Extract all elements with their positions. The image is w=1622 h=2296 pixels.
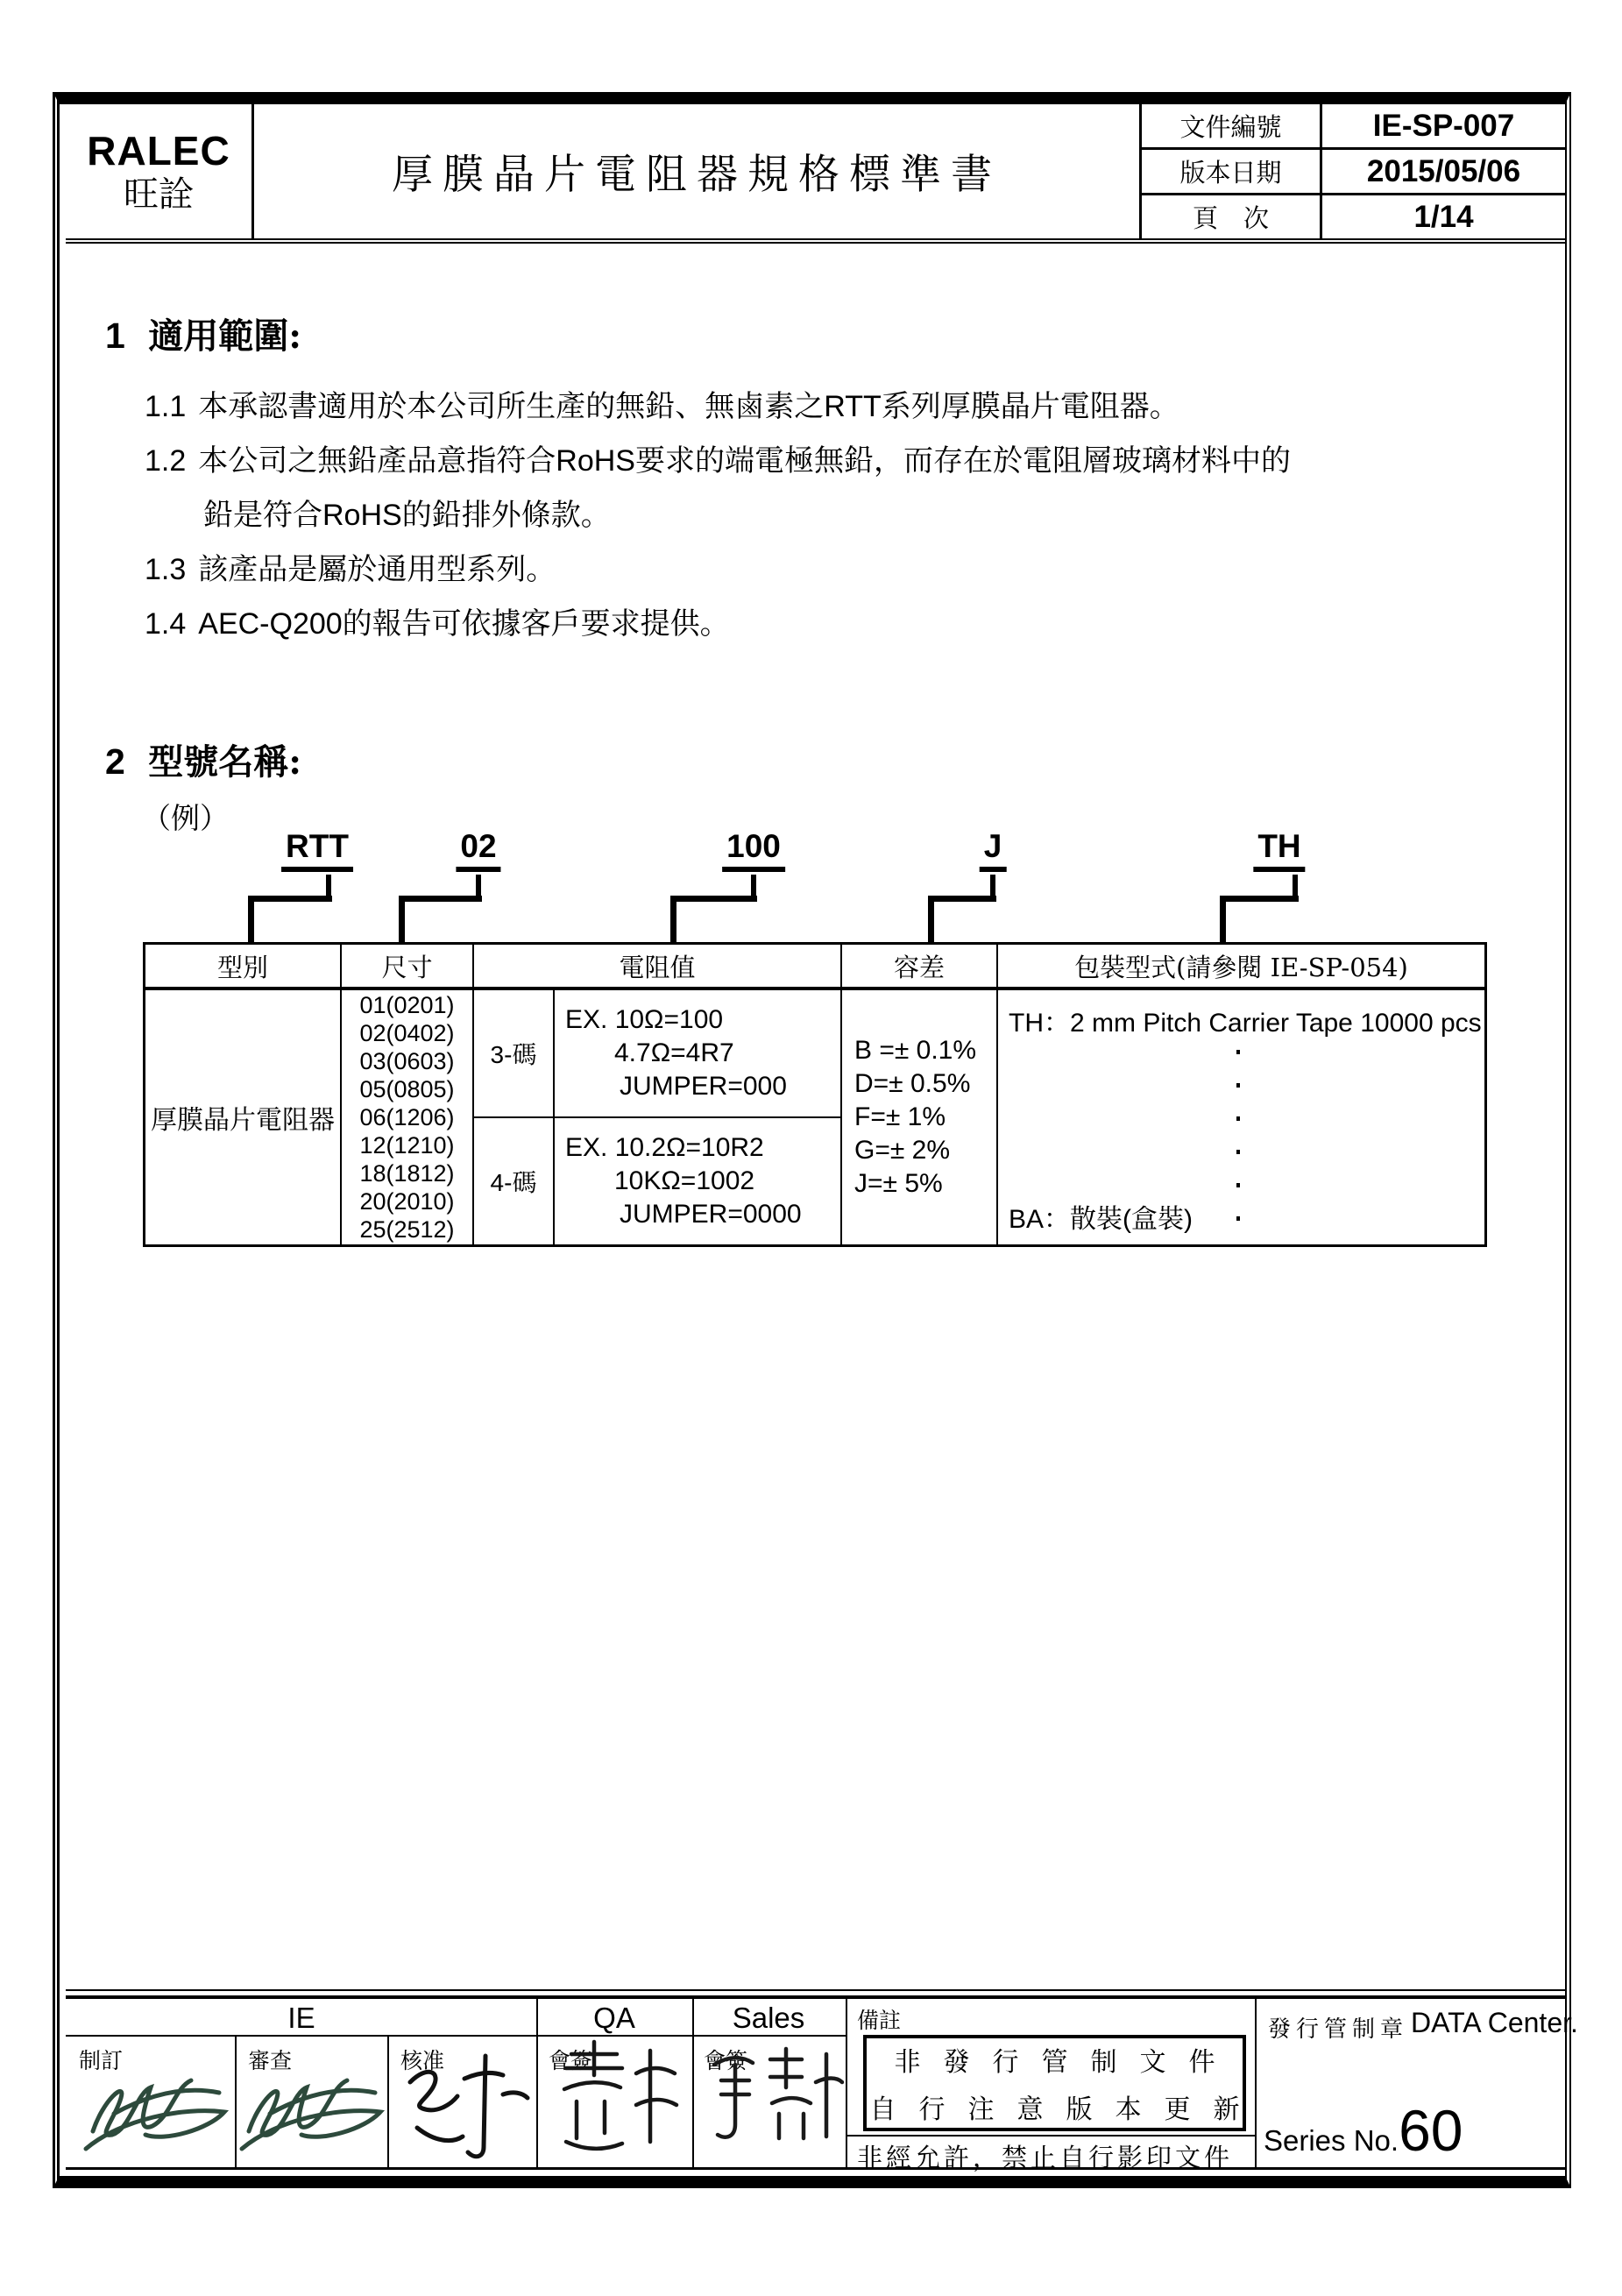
series-value: 60 [1399,2098,1463,2163]
example-line: EX. 10Ω=100 [565,1005,724,1034]
logo-cell [66,104,254,238]
dept-ie-label: IE [287,2002,315,2034]
signature-draft [81,2058,231,2161]
header-size: 尺寸 [342,945,474,987]
qa-countersign-label: 會簽 [549,2048,593,2073]
connector-line [670,896,757,902]
part-code-tolerance: J [980,828,1007,872]
connector-line [399,896,405,942]
example-line: 4.7Ω=4R7 [614,1038,734,1067]
footer-cell-divider [387,2035,389,2167]
page-label: 頁 次 [1192,203,1269,233]
footer-cell-divider [1255,1999,1257,2167]
section1-heading [105,308,301,358]
header-tolerance: 容差 [842,945,998,987]
size-option: 01(0201) [359,992,455,1018]
tolerance-option: G=± 2% [854,1136,951,1165]
notes-label: 備註 [857,2008,902,2033]
tolerance-option: B =± 0.1% [854,1036,977,1065]
connector-line [670,896,676,942]
sales-countersign-label: 會簽 [704,2048,748,2073]
footer-header-row-border [66,2035,846,2037]
connector-line [248,896,254,942]
connector-line [1220,896,1226,942]
example-line: EX. 10.2Ω=10R2 [565,1133,764,1162]
item-text: 本承認書適用於本公司所生產的無鉛、無鹵素之RTT系列厚膜晶片電阻器。 [198,390,1179,423]
doc-no-value: IE-SP-007 [1320,104,1565,147]
item-text: 本公司之無鉛產品意指符合RoHS要求的端電極無鉛，而存在於電阻層玻璃材料中的 [198,444,1291,478]
section1-title: 適用範圍: [148,315,302,357]
series-number [1264,2098,1463,2163]
code-3digit: 3-碼 [474,990,555,1116]
part-code-series: RTT [281,828,353,872]
packing-option-th: TH：2 mm Pitch Carrier Tape 10000 pcs [1009,1009,1482,1038]
size-option: 25(2512) [359,1216,455,1243]
notice-line-1: 非發行管制文件 [894,2047,1238,2078]
footer-divider [66,1989,1567,1991]
notice-line-2: 自行注意版本更新 [869,2094,1263,2125]
section2-heading [105,734,301,784]
notes-divider [846,2135,1255,2137]
header-type: 型別 [145,945,342,987]
page-value: 1/14 [1320,195,1565,238]
connector-line [1220,896,1299,902]
resistance-4digit-row [474,1118,840,1244]
size-option: 03(0603) [359,1048,455,1074]
item-number: 1.4 [145,607,187,641]
tolerance-option: F=± 1% [854,1102,946,1131]
header-resistance: 電阻值 [474,945,842,987]
section2-title: 型號名稱: [148,741,302,783]
connector-line [248,896,332,902]
example-line: 10KΩ=1002 [614,1166,755,1195]
series-label: Series No. [1264,2124,1399,2157]
item-text: 該產品是屬於通用型系列。 [198,553,556,586]
scope-item-1-3 [145,545,556,588]
tolerance-cell [842,990,998,1244]
doc-no-label: 文件編號 [1179,112,1282,142]
size-option: 20(2010) [359,1188,455,1215]
signature-qa [547,2035,687,2166]
example-line: JUMPER=000 [620,1072,787,1101]
item-number: 1.1 [145,390,187,423]
header-packing: 包裝型式(請參閱 IE-SP-054) [1074,952,1408,982]
size-option: 02(0402) [359,1020,455,1046]
footer-cell-divider [692,1999,694,2167]
info-row-doc-no [1142,104,1565,150]
scope-item-1-2-cont [203,491,611,534]
signature-review [237,2058,387,2161]
controlled-document-notice-box [863,2035,1263,2131]
resistance-3digit-examples [555,990,840,1116]
review-label: 審查 [248,2048,293,2073]
part-table-header-row [145,945,1484,990]
dept-sales-label: Sales [732,2002,805,2034]
signature-sales [698,2038,843,2174]
document-title: 厚膜晶片電阻器規格標準書 [392,151,1002,199]
part-number-table [143,942,1487,1247]
version-date-value: 2015/05/06 [1320,150,1565,193]
approve-label: 核准 [400,2048,445,2073]
resistance-4digit-examples [555,1118,840,1244]
connector-line [928,896,996,902]
section2-number: 2 [105,741,125,782]
title-cell [254,104,1139,238]
type-cell: 厚膜晶片電阻器 [145,990,342,1244]
part-code-packing: TH [1253,828,1305,872]
footer-cell-divider [536,1999,538,2167]
connector-line [399,896,482,902]
connector-line [928,896,934,942]
resistance-cell [474,990,842,1244]
item-number: 1.2 [145,444,187,478]
footer-table-top-border [66,1995,1567,1999]
packing-option-ba: BA：散裝(盒裝) [1009,1205,1193,1234]
tolerance-option: D=± 0.5% [854,1069,971,1098]
scope-item-1-2 [145,436,1291,479]
item-text: AEC-Q200的報告可依據客戶要求提供。 [198,607,730,641]
scope-item-1-1 [145,382,1179,425]
ellipsis-dots [1236,1050,1240,1221]
code-4digit: 4-碼 [474,1118,555,1244]
part-code-size: 02 [456,828,500,872]
info-row-version-date [1142,150,1565,195]
section1-number: 1 [105,315,125,356]
dept-qa-label: QA [593,2002,635,2034]
signature-approve [396,2044,533,2166]
company-name-chinese: 旺詮 [124,174,194,215]
example-line: JUMPER=0000 [620,1200,802,1229]
version-date-label: 版本日期 [1179,158,1282,188]
part-code-resistance: 100 [722,828,785,872]
issue-control-stamp-value: DATA Center. [1411,2007,1578,2038]
footer-cell-divider [846,1999,847,2167]
packing-cell [998,990,1484,1244]
document-header [66,104,1565,244]
item-number: 1.3 [145,553,187,586]
info-row-page [1142,195,1565,238]
size-option: 12(1210) [359,1132,455,1159]
item-text: 鉛是符合RoHS的鉛排外條款。 [203,499,611,532]
tolerance-option: J=± 5% [854,1169,943,1198]
document-info-table [1139,104,1565,238]
company-logo: RALEC [87,128,230,174]
size-option: 06(1206) [359,1104,455,1130]
example-label: （例） [142,801,229,835]
scope-item-1-4 [145,599,730,642]
part-table-body [145,990,1484,1244]
draft-label: 制訂 [79,2048,124,2073]
size-cell [342,990,474,1244]
resistance-3digit-row [474,990,840,1118]
copy-prohibition-note: 非經允許，禁止自行影印文件 [857,2143,1234,2172]
size-option: 05(0805) [359,1076,455,1102]
issue-control-stamp-label: 發行管制章 [1268,2016,1409,2043]
size-option: 18(1812) [359,1160,455,1187]
